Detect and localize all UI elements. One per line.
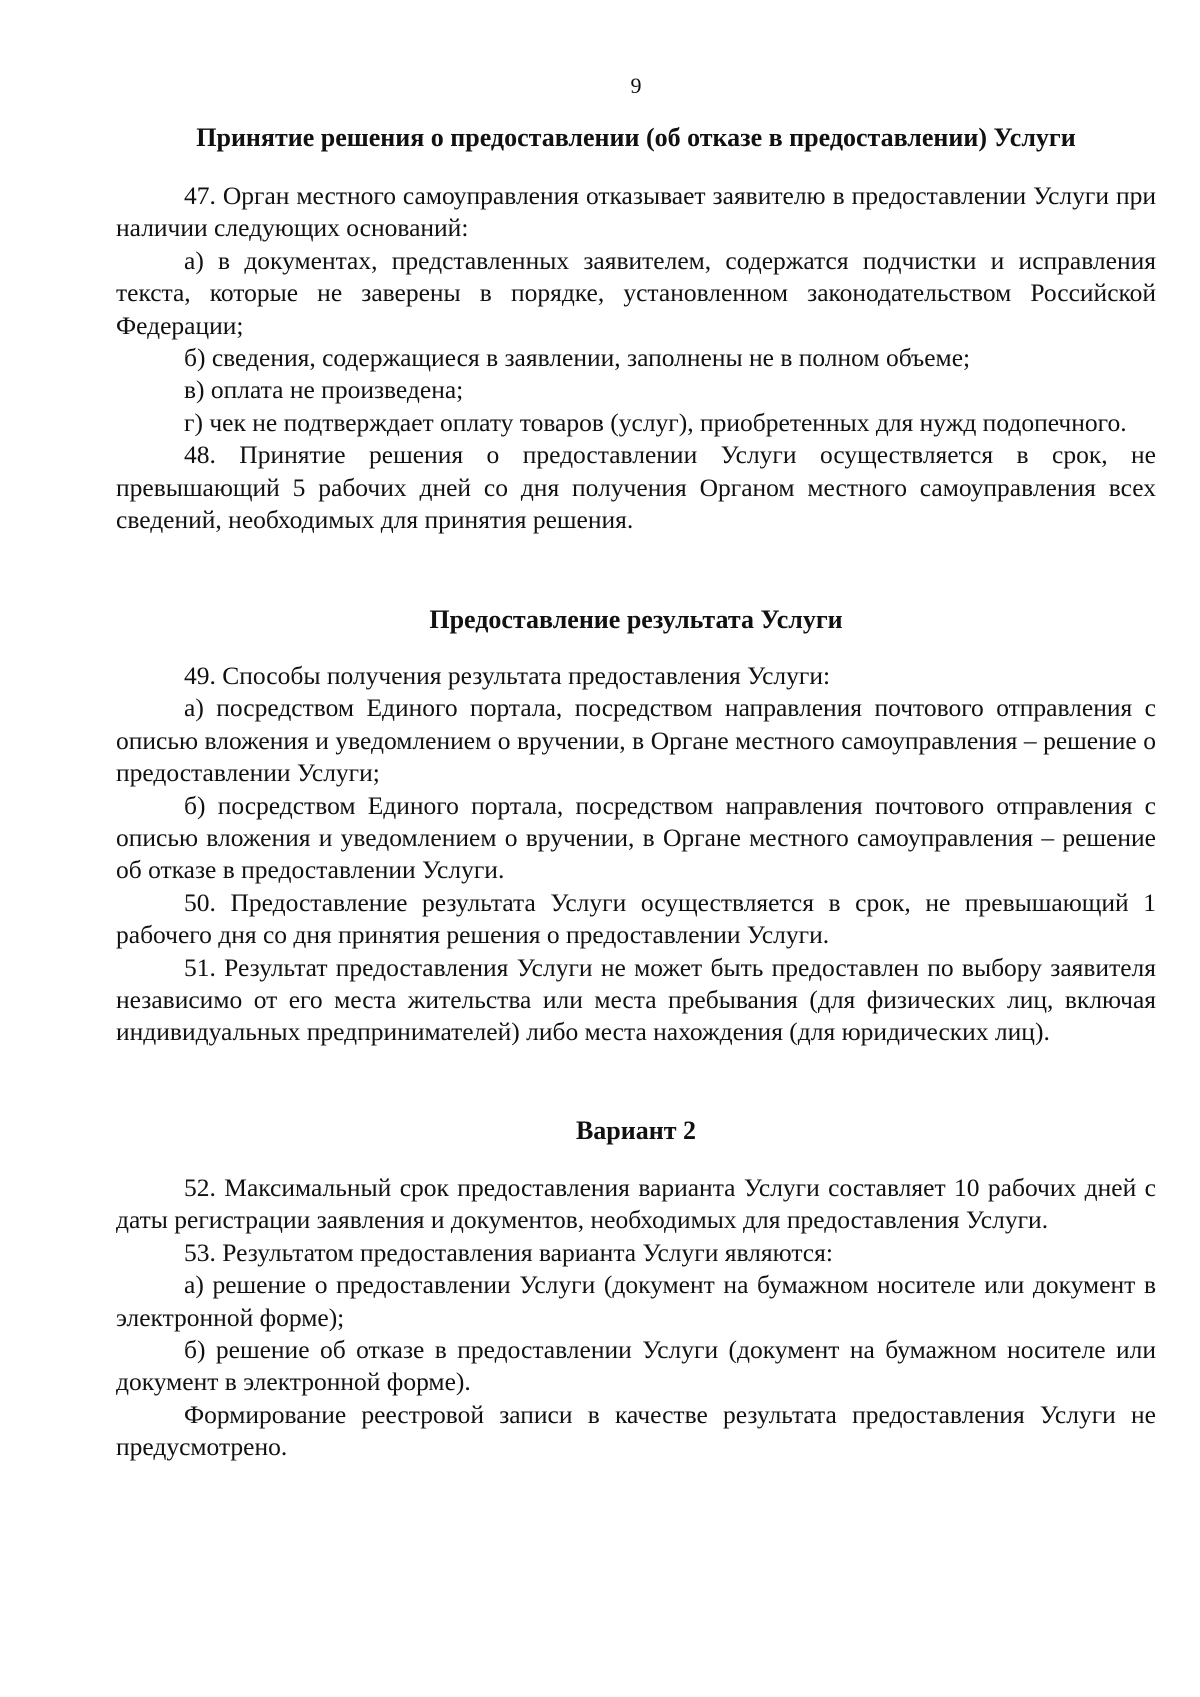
paragraph-50: 50. Предоставление результата Услуги осуществляется в срок, не превышающий 1 рабочего дня со дня принятия решения о предоставлении Услуги. [116, 887, 1156, 950]
paragraph-52: 52. Максимальный срок предоставления варианта Услуги составляет 10 рабочих дней с даты регистрации заявления и документов, необходимых для предоставления Услуги. [116, 1173, 1156, 1235]
paragraph-53-a: а) решение о предоставлении Услуги (документ на бумажном носителе или документ в электронной форме); [116, 1270, 1156, 1332]
page-number: 9 [630, 73, 642, 98]
section-body-result [116, 660, 1156, 1049]
paragraph-53-b: б) решение об отказе в предоставлении Услуги (документ на бумажном носителе или документ в электронной форме). [116, 1335, 1156, 1397]
paragraph-48: 48. Принятие решения о предоставлении Услуги осуществляется в срок, не превышающий 5 рабочих дней со дня получения Органом местного самоуправления всех сведений, необходимых для принятия решения. [116, 440, 1156, 535]
paragraph-49-b: б) посредством Единого портала, посредством направления почтового отправления с описью вложения и уведомлением о вручении, в Органе местного самоуправления – решение об отказе в предоставлении Услуги. [116, 790, 1156, 885]
paragraph-49-a: а) посредством Единого портала, посредством направления почтового отправления с описью вложения и уведомлением о вручении, в Органе местного самоуправления – решение о предоставлении Услуги; [116, 693, 1156, 788]
paragraph-47: 47. Орган местного самоуправления отказывает заявителю в предоставлении Услуги при наличии следующих оснований: [116, 181, 1156, 243]
section-heading-result: Предоставление результата Услуги [429, 605, 843, 634]
paragraph-51: 51. Результат предоставления Услуги не может быть предоставлен по выбору заявителя независимо от его места жительства или места пребывания (для физических лиц, включая индивидуальных предпринимателей) либо места нахождения (для юридических лиц). [116, 952, 1156, 1047]
paragraph-49: 49. Способы получения результата предоставления Услуги: [184, 661, 831, 690]
section-body-variant-2 [116, 1172, 1156, 1464]
section-heading-variant-2: Вариант 2 [575, 1116, 697, 1145]
paragraph-47-v: в) оплата не произведена; [184, 375, 464, 405]
paragraph-53: 53. Результатом предоставления варианта Услуги являются: [184, 1237, 833, 1267]
paragraph-47-b: б) сведения, содержащиеся в заявлении, заполнены не в полном объеме; [184, 343, 971, 373]
section-body-decision [116, 180, 1156, 536]
paragraph-registry-note: Формирование реестровой записи в качестве результата предоставления Услуги не предусмотрено. [116, 1399, 1156, 1462]
section-heading-decision: Принятие решения о предоставлении (об отказе в предоставлении) Услуги [196, 123, 1076, 152]
paragraph-47-g: г) чек не подтверждает оплату товаров (услуг), приобретенных для нужд подопечного. [184, 407, 1127, 437]
paragraph-47-a: а) в документах, представленных заявителем, содержатся подчистки и исправления текста, которые не заверены в порядке, установленном законодательством Российской Федерации; [116, 245, 1156, 340]
